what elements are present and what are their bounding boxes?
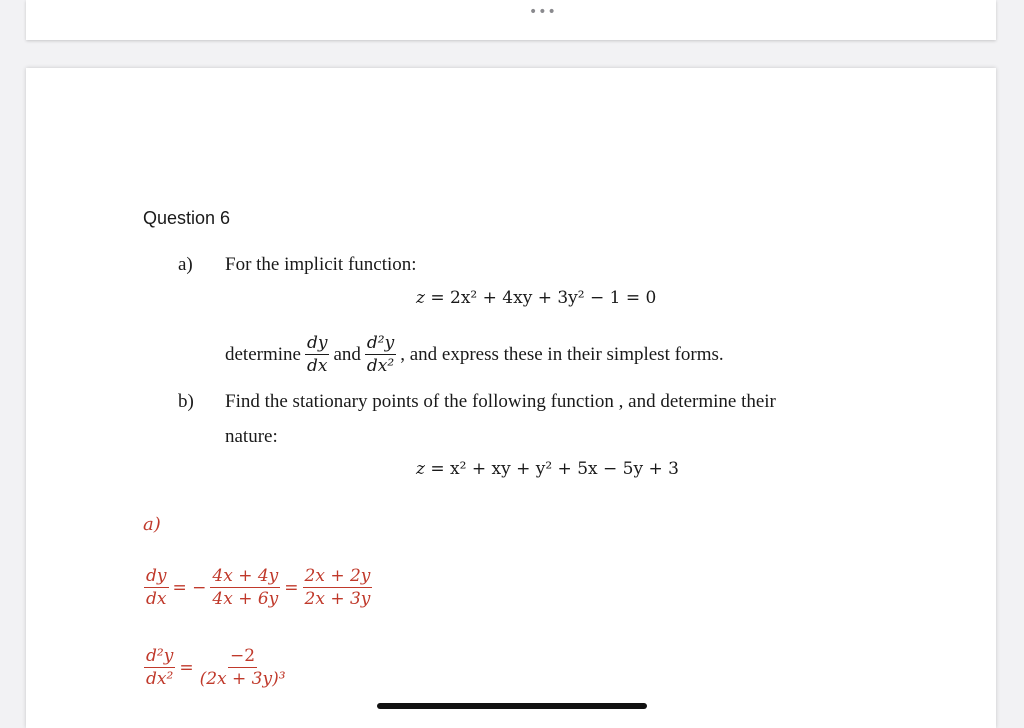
home-indicator[interactable] — [377, 703, 647, 709]
answer-d2y-dx2: $\frac{\text{d²y}}{\text{dx²}}$ — [146, 646, 174, 689]
answer-fraction-2: $\frac{2x + 2y}{2x + 3y}$ — [304, 566, 371, 609]
answer-first-derivative: $\frac{dy}{dx}$ = − $\frac{4x + 4y}{4x + 6y}$ = $\frac{2x + 2y}{2x + 3y}$ — [146, 566, 371, 609]
fraction-d2y-dx2: $\frac{\text{d²y}}{\text{dx²}}$ — [366, 333, 395, 376]
part-b-equation: z = x² + xy + y² + 5x − 5y + 3 — [416, 459, 679, 479]
part-b-line1: Find the stationary points of the following function , and determine their — [225, 391, 776, 412]
previous-page — [26, 0, 996, 40]
part-a-instruction: determine $\frac{dy}{dx}$ and $\frac{\text{d²y}}{\text{dx²}}$ , and express these in their simplest forms. — [225, 333, 724, 376]
answer-label: a) — [143, 514, 161, 535]
fraction-dy-dx: $\frac{dy}{dx}$ — [306, 333, 328, 376]
ellipsis-icon[interactable]: ••• — [529, 4, 557, 20]
part-a-intro: For the implicit function: — [225, 254, 417, 275]
answer-fraction-second: $\frac{-2}{\text{(2x + 3y)³}}$ — [199, 646, 286, 689]
question-title: Question 6 — [143, 208, 231, 228]
answer-second-derivative: $\frac{\text{d²y}}{\text{dx²}}$ = $\frac{-2}{\text{(2x + 3y)³}}$ — [146, 646, 286, 689]
answer-fraction-1: $\frac{4x + 4y}{4x + 6y}$ — [212, 566, 279, 609]
part-a-label: a) — [178, 254, 193, 275]
part-a-equation: z = 2x² + 4xy + 3y² − 1 = 0 — [416, 288, 657, 308]
part-b-line2: nature: — [225, 426, 278, 447]
answer-dy-dx: $\frac{dy}{dx}$ — [146, 566, 167, 609]
part-b-label: b) — [178, 391, 194, 412]
